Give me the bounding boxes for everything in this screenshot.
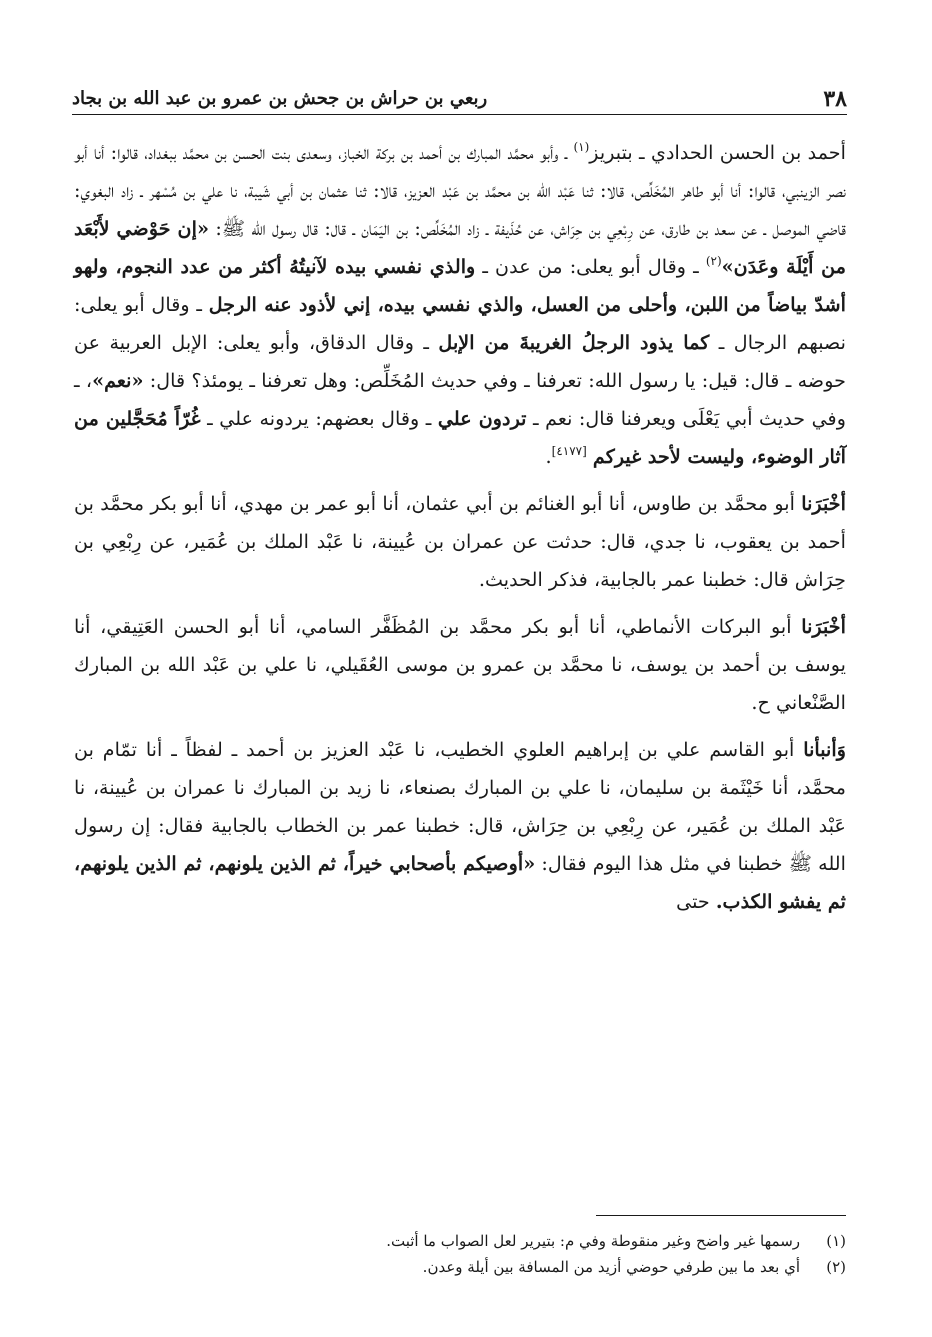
text-segment: ـ وقال بعضهم: يردونه علي ـ [200,407,438,430]
text-segment: . [545,445,552,468]
hadith-quote: «أوصيكم بأصحابي خيراً، ثم الذين يلونهم، ثم الذين يلونهم، ثم يفشو الكذب. [74,852,846,913]
text-segment: أبو البركات الأنماطي، أنا أبو بكر محمَّد بن المُظَفَّر السامي، أنا أبو الحسن العَتِيقي، أنا يوسف بن أحمد بن يوسف، نا محمَّد بن عمرو بن موسى العُقَيلي، نا علي بن عَبْد الله بن المبارك الصَّنْعاني ح. [74,615,846,714]
text-segment: أبو محمَّد بن طاوس، أنا أبو الغنائم بن أبي عثمان، أنا أبو عمر بن مهدي، أنا أبو بكر محمَّد بن أحمد بن يعقوب، نا جدي، قال: حدثت عن عمران بن عُيينة، نا عَبْد الملك بن عُمَير، عن رِبْعِي بن حِرَاش قال: خطبنا عمر بالجابية، فذكر الحديث. [74,492,846,591]
footnote-text: أي بعد ما بين طرفي حوضي أزيد من المسافة بين أيلة وعدن. [422,1258,800,1276]
hadith-quote: غُرّاً مُحَجَّلين من آثار الوضوء، وليست لأحد غيركم [74,407,846,468]
paragraph-lead-word: أخْبَرَنا [801,492,846,515]
paragraph-lead-word: وَأنبأنا [803,738,846,761]
footnote-number: (٢) [826,1258,846,1276]
paragraph-akhbarana-2 [74,608,846,722]
text-segment: ـ وقال أبو يعلى: نصبهم الرجال ـ [74,293,846,354]
text-segment: أحمد بن الحسن الحدادي ـ بتبريز [589,141,846,164]
footnote-number: (١) [826,1232,846,1250]
text-segment: أبو القاسم علي بن إبراهيم العلوي الخطيب، نا عَبْد العزيز بن أحمد ـ لفظاً ـ أنا تمّام بن محمَّد، أنا خَيْثَمة بن سليمان، نا علي بن المبارك بصنعاء، نا زيد بن المبارك نا عمران بن عُيينة، نا عَبْد الملك بن عُمَير، عن رِبْعِي بن حِرَاش، قال: خطبنا عمر بن الخطاب بالجابية فقال: إن رسول الله ﷺ خطبنا في مثل هذا اليوم فقال: [74,738,846,875]
running-header [72,80,847,115]
footnote-2 [74,1254,846,1280]
header-title: ربعي بن حراش بن جحش بن عمرو بن عبد الله بن بجاد [72,88,488,109]
paragraph-akhbarana-1 [74,485,846,599]
hadith-number: [٤١٧٧] [551,444,587,458]
text-segment: ، ـ وفي حديث أبي يَعْلَى ويعرفنا قال: نعم ـ [74,369,846,430]
footnote-ref-2: (٢) [705,254,722,268]
text-segment: حتى [676,890,716,913]
page-number: ٣٨ [823,86,847,112]
footnote-text: رسمها غير واضح وغير منقوطة وفي م: بتيرير لعل الصواب ما أثبت. [386,1232,800,1250]
footnote-divider [596,1215,846,1216]
paragraph-lead-word: أخْبَرَنا [801,615,846,638]
footnote-1 [74,1228,846,1254]
text-segment: ـ وأبو محمَّد المبارك بن أحمد بن بركة الخباز، وسعدى بنت الحسن بن محمَّد ببغداد، قالوا: أنا أبو نصر الزينبي، قالوا: أنا أبو طاهر المُخَلِّص، قالا: ثنا عَبْد الله بن محمَّد بن عَبْد العزيز، قالا: ثنا عثمان بن أبي شَيبة، نا علي بن مُسْهر ـ زاد البغوي: قاضي الموصل ـ عن سعد بن طارق، عن رِبْعِي بن حِرَاش، عن حُذَيفة ـ زاد المُخَلِّص: بن اليَمَان ـ قال: قال رسول الله ﷺ: [74,141,846,240]
paragraph-anbaana [74,731,846,921]
text-segment: ـ وقال الدقاق، وأبو يعلى: الإبل العربية عن حوضه ـ قال: قيل: يا رسول الله: تعرفنا ـ وفي حديث المُخَلِّص: وهل تعرفنا ـ يومئذ؟ قال: [74,331,846,392]
hadith-quote: «نعم» [92,369,144,392]
footnote-ref-1: (١) [573,140,590,154]
hadith-quote: تردون علي [437,407,527,430]
hadith-quote: كما يذود الرجلُ الغريبةَ من الإبل [438,331,710,354]
text-segment: ـ وقال أبو يعلى: من عدن ـ [475,255,706,278]
hadith-quote: والذي نفسي بيده لآنيتُهُ أكثر من عدد النجوم، ولهو أشدّ بياضاً من اللبن، وأحلى من العسل، والذي نفسي بيده، إني لأذود عنه الرجل [74,255,847,316]
paragraph-hadith-hawd [74,134,846,476]
hadith-quote: «إن حَوْضي لأَبْعَد من أَيْلَة وعَدَن» [74,217,847,278]
main-text [74,134,846,921]
footnotes [74,1228,846,1280]
